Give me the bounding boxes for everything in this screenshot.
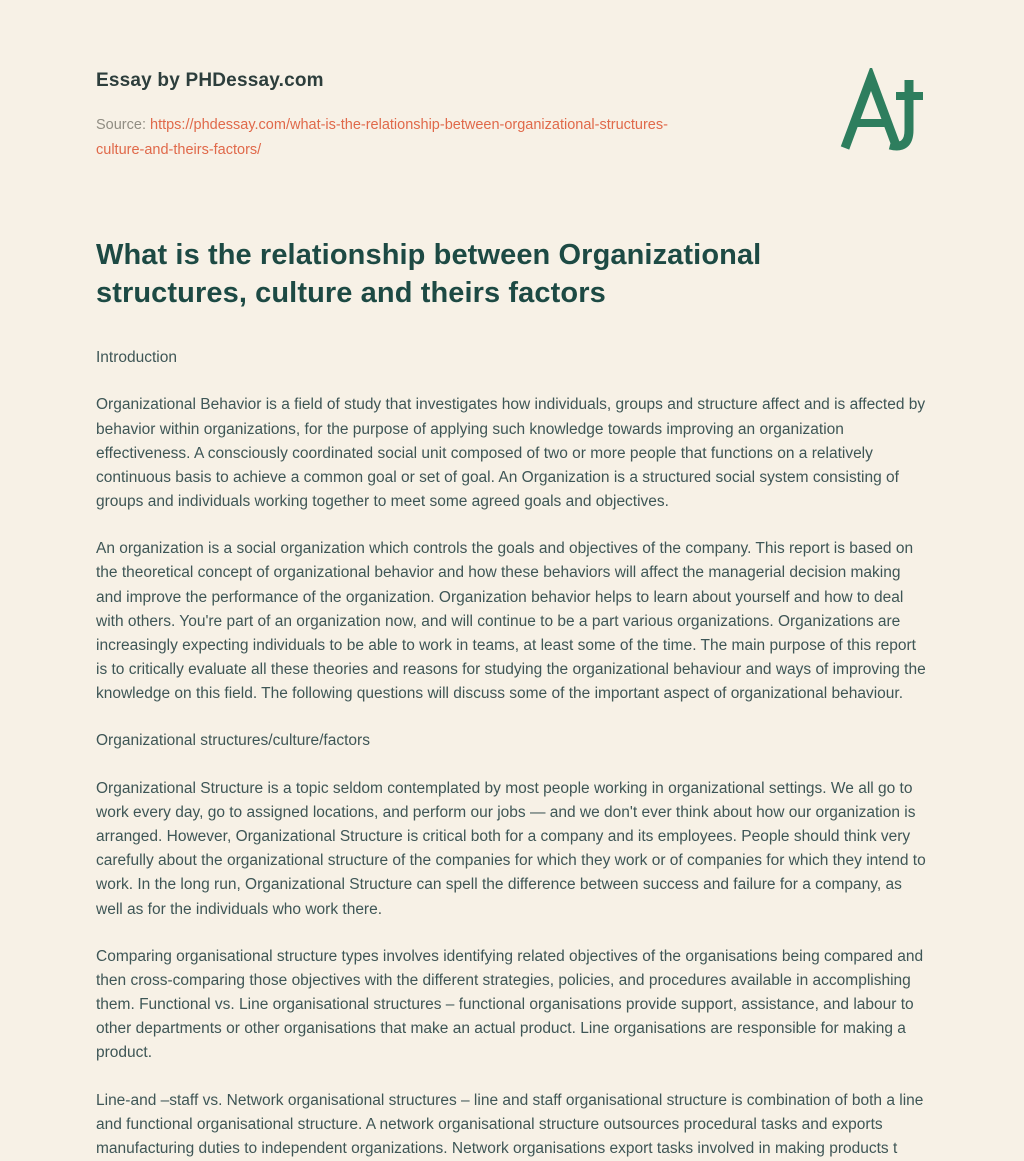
phdessay-logo-icon (838, 68, 928, 158)
source-label: Source: (96, 117, 150, 133)
paragraph: Organizational Behavior is a field of study that investigates how individuals, groups and structure affect and is affected by behavior within organizations, for the purpose of applying such knowledge towards improving an organization effectiveness. A consciously coordinated social unit composed of two or more people that functions on a relatively continuous basis to achieve a common goal or set of goal. An Organization is a structured social system consisting of groups and individuals working together to meet some agreed goals and objectives. (96, 396, 926, 511)
paragraph: Organizational Structure is a topic seldom contemplated by most people working in organizational settings. We all go to work every day, go to assigned locations, and perform our jobs — and we don't ever think about how our organization is arranged. However, Organizational Structure is critical both for a company and its employees. People should think very carefully about the organizational structure of the companies for which they work or of companies for which they intend to work. In the long run, Organizational Structure can spell the difference between success and failure for a company, as well as for the individuals who work there. (96, 779, 926, 918)
section-heading-introduction: Introduction (96, 349, 177, 367)
paragraph: Line-and –staff vs. Network organisational structures – line and staff organisational structure is combination of both a line and functional organisational structure. A network organisational structure outsources procedural tasks and exports manufacturing duties to independent organizations. Network organisations export tasks involved in making products t (96, 1091, 924, 1157)
paragraph: An organization is a social organization which controls the goals and objectives of the company. This report is based on the theoretical concept of organizational behavior and how these behaviors will affect the managerial decision making and improve the performance of the organization. Organization behavior helps to learn about yourself and how to deal with others. You're part of an organization now, and will continue to be a part various organizations. Organizations are increasingly expecting individuals to be able to work in teams, at least some of the time. The main purpose of this report is to critically evaluate all these theories and reasons for studying the organizational behaviour and ways of improving the knowledge on this field. The following questions will discuss some of the important aspect of organizational behaviour. (96, 540, 926, 703)
header-text-block (96, 66, 696, 163)
essay-title: What is the relationship between Organizational structures, culture and theirs factors (96, 238, 762, 309)
source-url-link[interactable]: https://phdessay.com/what-is-the-relationship-between-organizational-structures-culture-and-theirs-factors/ (96, 117, 668, 158)
page-header (96, 66, 928, 163)
byline: Essay by PHDessay.com (96, 70, 324, 91)
essay-body (96, 346, 928, 1161)
section-heading-structures: Organizational structures/culture/factors (96, 732, 370, 750)
source-line (96, 113, 696, 163)
paragraph: Comparing organisational structure types involves identifying related objectives of the organisations being compared and then cross-comparing those objectives with the different strategies, policies, and procedures available in accomplishing them. Functional vs. Line organisational structures – functional organisations provide support, assistance, and labour to other departments or other organisations that make an actual product. Line organisations are responsible for making a product. (96, 947, 924, 1062)
